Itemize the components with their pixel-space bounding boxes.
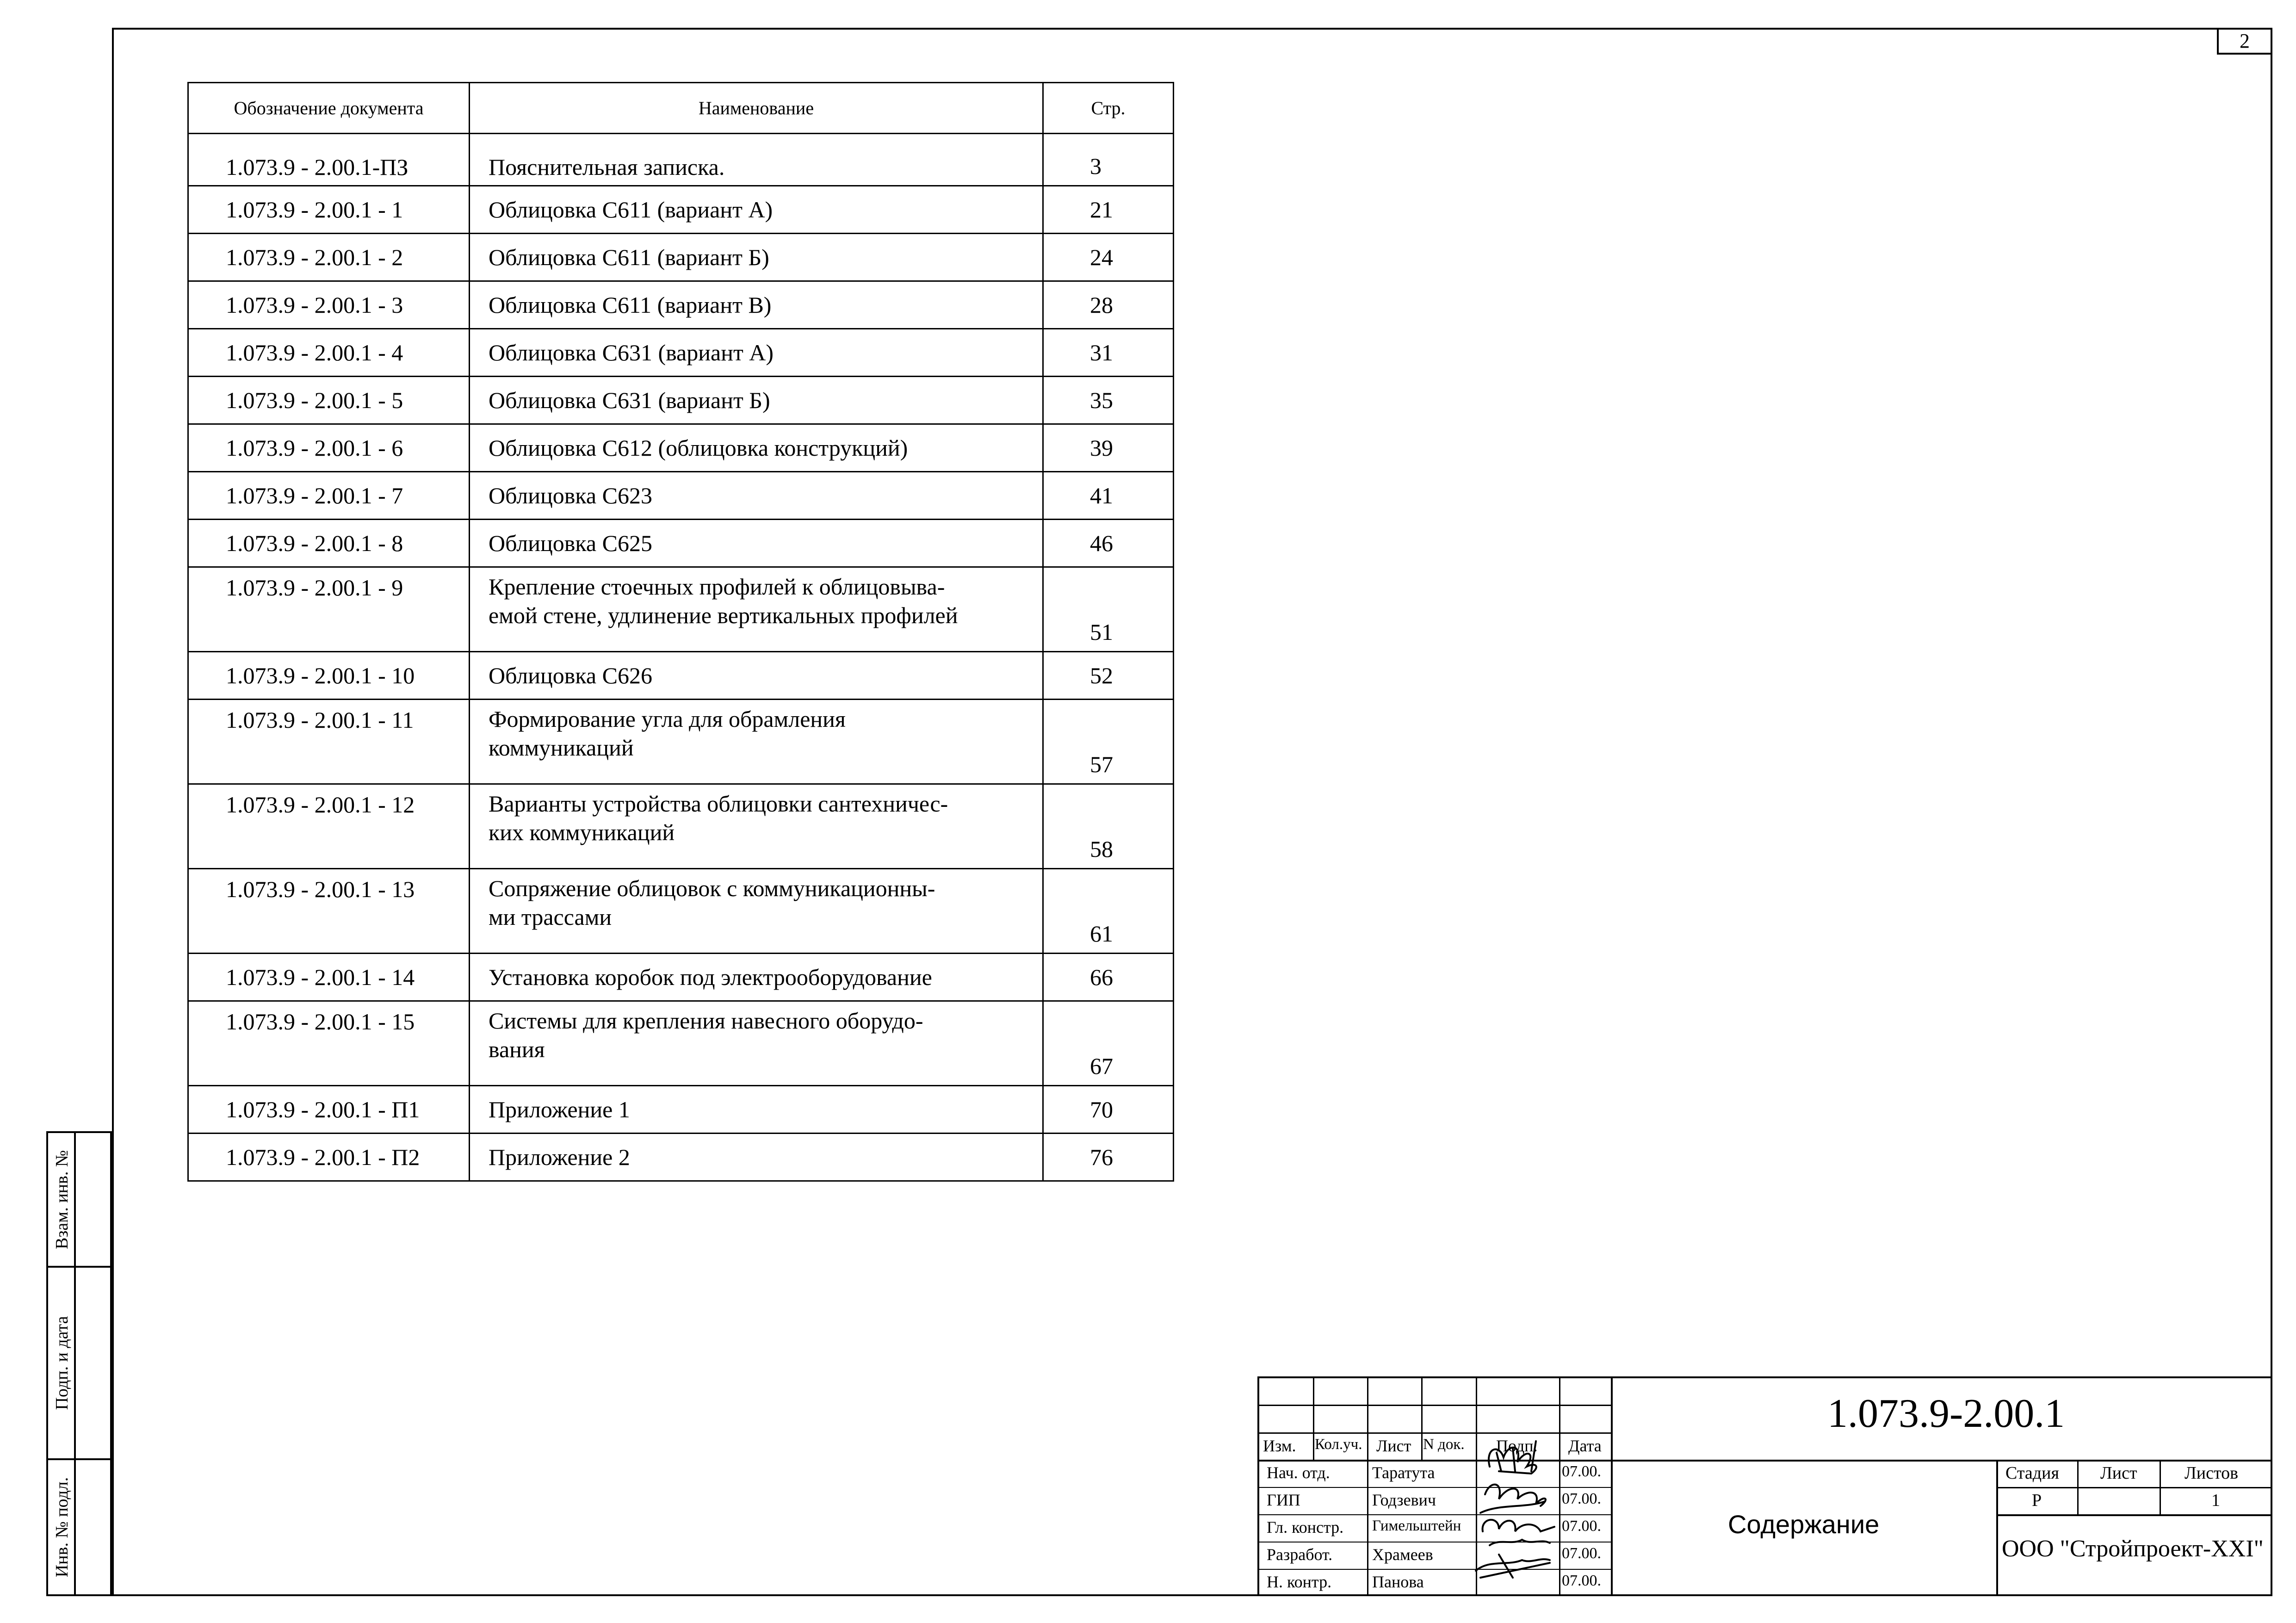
row-code: 1.073.9 - 2.00.1 - 8	[188, 520, 470, 567]
table-row	[188, 134, 1174, 186]
row-name: Облицовка С626	[470, 652, 1043, 700]
table-row	[188, 472, 1174, 520]
row-code: 1.073.9 - 2.00.1 - 7	[188, 472, 470, 520]
row-code: 1.073.9 - 2.00.1-ПЗ	[188, 134, 470, 186]
row-name: Облицовка С611 (вариант А)	[470, 186, 1043, 234]
row-page: 28	[1043, 281, 1174, 329]
row-page: 70	[1043, 1086, 1174, 1134]
header-name: Наименование	[470, 83, 1043, 134]
row-page: 39	[1043, 424, 1174, 472]
table-row	[188, 567, 1174, 652]
row-name: Облицовка С631 (вариант Б)	[470, 377, 1043, 424]
sheet-label: Лист	[2100, 1463, 2137, 1483]
row-page: 21	[1043, 186, 1174, 234]
signer-name: Панова	[1372, 1573, 1424, 1591]
row-page: 58	[1043, 784, 1174, 869]
table-row	[188, 1086, 1174, 1134]
row-name-line: вания	[489, 1036, 545, 1062]
row-page: 35	[1043, 377, 1174, 424]
sheets-value: 1	[2211, 1491, 2220, 1510]
row-code: 1.073.9 - 2.00.1 - П1	[188, 1086, 470, 1134]
table-row	[188, 700, 1174, 784]
row-name-line: Крепление стоечных профилей к облицовыва-	[489, 574, 945, 600]
sheet-number: 2	[2217, 28, 2272, 55]
row-name: Облицовка С625	[470, 520, 1043, 567]
row-name	[470, 1001, 1043, 1086]
row-name: Облицовка С611 (вариант В)	[470, 281, 1043, 329]
side-stamp-inv	[46, 1458, 112, 1596]
signer-role: ГИП	[1267, 1491, 1300, 1509]
side-stamp-podp	[46, 1266, 112, 1460]
organization-name: ООО "Стройпроект-XXI"	[2002, 1536, 2264, 1562]
table-row	[188, 424, 1174, 472]
sheet-title: Содержание	[1728, 1510, 1880, 1539]
row-name-line: Формирование угла для обрамления	[489, 706, 846, 732]
row-name-line: емой стене, удлинение вертикальных профилей	[489, 602, 958, 628]
table-row	[188, 784, 1174, 869]
row-name-line: Сопряжение облицовок с коммуникационны-	[489, 875, 935, 901]
row-name-line: ми трассами	[489, 904, 612, 930]
signer-name: Гимельштейн	[1372, 1518, 1461, 1534]
table-row	[188, 281, 1174, 329]
col-izm: Изм.	[1263, 1437, 1296, 1455]
signer-date: 07.00.	[1562, 1518, 1601, 1535]
table-row	[188, 520, 1174, 567]
header-code: Обозначение документа	[188, 83, 470, 134]
signer-date: 07.00.	[1562, 1545, 1601, 1562]
signer-name: Годзевич	[1372, 1491, 1436, 1509]
row-name: Облицовка С631 (вариант А)	[470, 329, 1043, 377]
signer-date: 07.00.	[1562, 1572, 1601, 1589]
table-row	[188, 234, 1174, 281]
row-code: 1.073.9 - 2.00.1 - 13	[188, 869, 470, 954]
row-page: 31	[1043, 329, 1174, 377]
row-page: 67	[1043, 1001, 1174, 1086]
row-code: 1.073.9 - 2.00.1 - 6	[188, 424, 470, 472]
signer-date: 07.00.	[1562, 1463, 1601, 1480]
inv-podl-label: Инв. № подл.	[52, 1477, 72, 1578]
signer-role: Нач. отд.	[1267, 1463, 1330, 1482]
col-podp: Подп.	[1496, 1437, 1538, 1455]
row-page: 52	[1043, 652, 1174, 700]
header-page: Стр.	[1043, 83, 1174, 134]
row-name: Приложение 2	[470, 1134, 1043, 1181]
row-code: 1.073.9 - 2.00.1 - 15	[188, 1001, 470, 1086]
table-row	[188, 377, 1174, 424]
row-name-line: Системы для крепления навесного оборудо-	[489, 1008, 923, 1034]
row-page: 41	[1043, 472, 1174, 520]
row-code: 1.073.9 - 2.00.1 - 9	[188, 567, 470, 652]
table-row	[188, 186, 1174, 234]
row-name-line: ких коммуникаций	[489, 819, 675, 845]
col-data: Дата	[1568, 1437, 1602, 1455]
row-name: Пояснительная записка.	[470, 134, 1043, 186]
row-page: 46	[1043, 520, 1174, 567]
table-row	[188, 329, 1174, 377]
table-row	[188, 869, 1174, 954]
row-name: Облицовка С623	[470, 472, 1043, 520]
row-code: 1.073.9 - 2.00.1 - 4	[188, 329, 470, 377]
table-row	[188, 1001, 1174, 1086]
row-page: 3	[1043, 134, 1174, 186]
document-code: 1.073.9-2.00.1	[1827, 1391, 2065, 1436]
signer-role: Гл. констр.	[1267, 1518, 1344, 1536]
stage-value: Р	[2032, 1491, 2042, 1510]
row-code: 1.073.9 - 2.00.1 - 14	[188, 954, 470, 1001]
table-row	[188, 652, 1174, 700]
signer-date: 07.00.	[1562, 1490, 1601, 1507]
row-name: Приложение 1	[470, 1086, 1043, 1134]
row-code: 1.073.9 - 2.00.1 - 1	[188, 186, 470, 234]
row-name	[470, 869, 1043, 954]
col-list: Лист	[1376, 1437, 1411, 1455]
row-name-line: Варианты устройства облицовки сантехничес-	[489, 791, 948, 817]
row-page: 24	[1043, 234, 1174, 281]
signer-name: Таратута	[1372, 1463, 1435, 1482]
row-code: 1.073.9 - 2.00.1 - 11	[188, 700, 470, 784]
table-row	[188, 954, 1174, 1001]
row-page: 57	[1043, 700, 1174, 784]
contents-header	[188, 83, 1174, 134]
row-code: 1.073.9 - 2.00.1 - П2	[188, 1134, 470, 1181]
table-row	[188, 1134, 1174, 1181]
row-code: 1.073.9 - 2.00.1 - 2	[188, 234, 470, 281]
stage-label: Стадия	[2005, 1463, 2059, 1483]
signatures-image	[1471, 1439, 1564, 1587]
row-code: 1.073.9 - 2.00.1 - 10	[188, 652, 470, 700]
col-n-dok: N док.	[1423, 1436, 1465, 1453]
row-name	[470, 784, 1043, 869]
side-stamp-vzam	[46, 1131, 112, 1268]
sheets-label: Листов	[2185, 1463, 2239, 1483]
row-name: Облицовка С611 (вариант Б)	[470, 234, 1043, 281]
row-name	[470, 700, 1043, 784]
contents-table	[187, 82, 1174, 1182]
row-name: Установка коробок под электрооборудование	[470, 954, 1043, 1001]
row-code: 1.073.9 - 2.00.1 - 3	[188, 281, 470, 329]
podp-data-label: Подп. и дата	[52, 1316, 72, 1410]
signer-name: Храмеев	[1372, 1545, 1433, 1564]
signer-role: Разработ.	[1267, 1545, 1333, 1564]
row-page: 61	[1043, 869, 1174, 954]
row-page: 51	[1043, 567, 1174, 652]
vzam-inv-label: Взам. инв. №	[52, 1150, 72, 1249]
row-code: 1.073.9 - 2.00.1 - 12	[188, 784, 470, 869]
col-kol-uch: Кол.уч.	[1315, 1436, 1362, 1453]
row-code: 1.073.9 - 2.00.1 - 5	[188, 377, 470, 424]
row-name	[470, 567, 1043, 652]
row-page: 76	[1043, 1134, 1174, 1181]
row-name-line: коммуникаций	[489, 735, 634, 761]
row-name: Облицовка С612 (облицовка конструкций)	[470, 424, 1043, 472]
signer-role: Н. контр.	[1267, 1573, 1332, 1591]
row-page: 66	[1043, 954, 1174, 1001]
